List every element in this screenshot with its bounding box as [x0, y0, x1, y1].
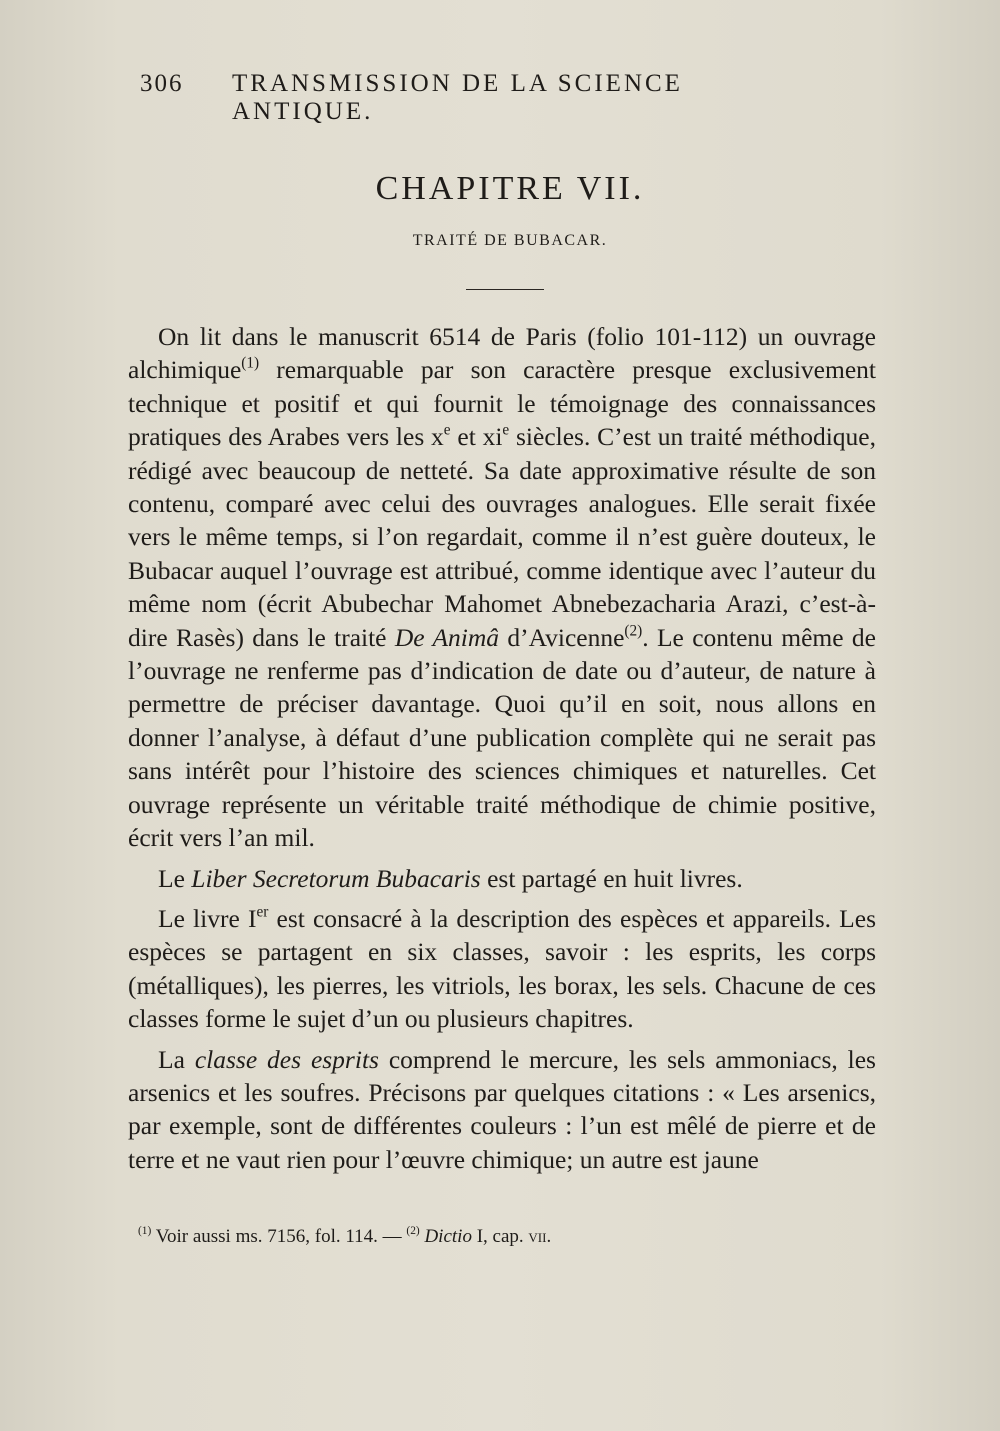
footnote-italic: Dictio: [419, 1226, 472, 1247]
class-term: classe des esprits: [194, 1044, 379, 1074]
book-title: Liber Secretorum Bubacaris: [191, 863, 481, 893]
footnote-chapter: vii: [528, 1226, 547, 1247]
text-run: et xi: [450, 422, 503, 452]
ordinal-superscript: er: [256, 903, 269, 921]
text-run: Le livre I: [158, 903, 257, 933]
footnote-text: .: [546, 1226, 552, 1247]
chapter-title: CHAPITRE VII.: [375, 170, 645, 207]
text-run: La: [158, 1044, 195, 1074]
footnote-text: I, cap.: [471, 1226, 529, 1247]
chapter-subtitle: TRAITÉ DE BUBACAR.: [412, 232, 608, 249]
text-run: est partagé en huit livres.: [480, 863, 743, 893]
text-run: Le: [158, 863, 192, 893]
body-text: [128, 320, 876, 1176]
footnote-ref-2: (2): [624, 621, 643, 639]
text-run: siècles. C’est un traité méthodique, rédigé avec beaucoup de netteté. Sa date approximative résulte de son contenu, comparé avec celui des ouvrages analogues. Elle serait fixée vers le même temps, si l’on regardait, comme il n’est guère douteux, le Bubacar auquel l’ouvrage est attribué, comme identique avec l’auteur du même nom (écrit Abubechar Mahomet Abnebezacharia Arazi, c’est-à-dire Rasès) dans le traité: [128, 422, 876, 652]
footnote-marker-1: (1): [138, 1225, 152, 1238]
running-head: [140, 70, 790, 125]
footnote-marker-2: (2): [406, 1225, 420, 1238]
work-title: De Animâ: [394, 622, 500, 652]
paragraph-1: [128, 320, 876, 855]
paragraph-3: [128, 902, 876, 1036]
separator-rule: [466, 289, 544, 290]
text-run: d’Avicenne: [499, 622, 625, 652]
paragraph-4: [128, 1043, 876, 1177]
text-run: remarquable par son caractère presque exclusivement technique et positif et qui fournit le témoignage des connaissances pratiques des Arabes vers les x: [128, 355, 876, 452]
text-run: . Le contenu même de l’ouvrage ne renferme pas d’indication de date ou d’auteur, de nature à permettre de préciser davantage. Quoi qu’il en soit, nous allons en donner l’analyse, à défaut d’une publication complète qui ne serait pas sans intérêt pour l’histoire des sciences chimiques et naturelles. Cet ouvrage représente un véritable traité méthodique de chimie positive, écrit vers l’an mil.: [128, 622, 876, 853]
running-title: TRANSMISSION DE LA SCIENCE ANTIQUE.: [232, 70, 683, 125]
footnote-ref-1: (1): [241, 354, 260, 372]
text-run: comprend le mercure, les sels ammoniacs, les arsenics et les soufres. Précisons par quelques citations : « Les arsenics, par exemple, sont de différentes couleurs : l’un est mêlé de pierre et de terre et ne vaut rien pour l’œuvre chimique; un autre est jaune: [128, 1044, 876, 1174]
text-run: On lit dans le manuscrit 6514 de Paris (folio 101-112) un ouvrage alchimique: [128, 322, 876, 385]
century-superscript: e: [502, 421, 510, 439]
footnote-text: Voir aussi ms. 7156, fol. 114. —: [151, 1226, 407, 1247]
paragraph-2: [128, 862, 876, 895]
century-superscript: e: [443, 421, 451, 439]
page-number: 306: [140, 70, 184, 97]
footnotes: [138, 1226, 738, 1248]
text-run: est consacré à la description des espèces et appareils. Les espèces se partagent en six classes, savoir : les esprits, les corps (métalliques), les pierres, les vitriols, les borax, les sels. Chacune de ces classes forme le sujet d’un ou plusieurs chapitres.: [128, 903, 876, 1034]
